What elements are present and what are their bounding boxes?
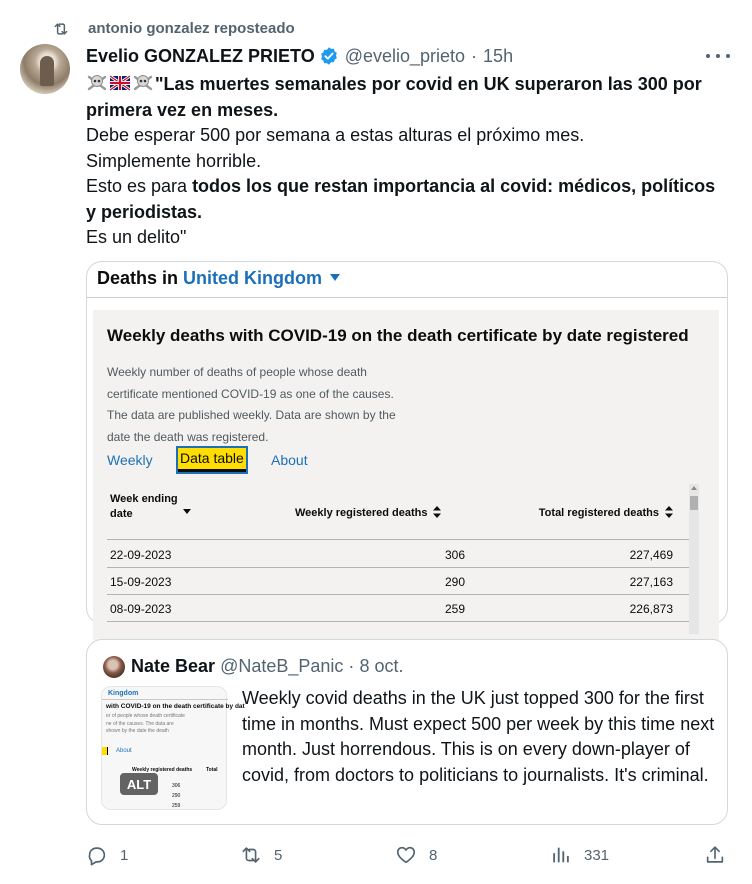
caret-down-icon <box>330 274 340 281</box>
text-line-2: Debe esperar 500 por semana a estas alturas el próximo mes. <box>86 125 585 145</box>
thumb-val: 290 <box>172 793 181 799</box>
share-icon <box>704 844 726 866</box>
verified-badge-icon[interactable] <box>319 46 339 66</box>
thumb-description: er of people whose death certificate ne of the causes. The data are shown by the date the death <box>106 713 185 734</box>
column-header-weekly-label: Weekly registered deaths <box>295 507 428 519</box>
heart-icon <box>395 844 417 866</box>
thumb-val: 306 <box>172 783 181 789</box>
skull-crossbones-icon <box>132 73 154 93</box>
cell-date: 22-09-2023 <box>110 548 172 562</box>
tweet-time[interactable]: 15h <box>483 45 514 66</box>
cell-total: 227,469 <box>629 548 673 562</box>
scroll-up-icon <box>691 486 697 490</box>
cell-weekly: 259 <box>444 602 465 616</box>
cell-date: 15-09-2023 <box>110 575 172 589</box>
reply-button[interactable] <box>86 842 128 868</box>
quoted-tweet[interactable] <box>86 639 728 825</box>
cell-weekly: 306 <box>444 548 465 562</box>
cell-date: 08-09-2023 <box>110 602 172 616</box>
media-image[interactable] <box>86 261 728 624</box>
quote-header <box>131 656 403 677</box>
thumb-col-weekly: Weekly registered deaths <box>132 767 193 773</box>
quote-handle: @NateB_Panic <box>220 656 344 676</box>
sort-icon <box>665 506 673 518</box>
thumb-col-total: Total <box>206 767 218 773</box>
sort-down-icon <box>183 506 191 518</box>
alt-badge[interactable]: ALT <box>120 773 158 795</box>
views-icon <box>550 844 572 866</box>
thumb-val: 259 <box>172 803 181 809</box>
table-row <box>107 568 689 595</box>
quote-thumbnail <box>101 686 245 810</box>
text-bold-1: "Las muertes semanales por covid en UK superaron las 300 por primera vez en meses. <box>86 74 702 120</box>
cell-total: 226,873 <box>629 602 673 616</box>
column-header-total <box>539 506 673 519</box>
uk-flag-icon <box>109 73 131 93</box>
chart-heading: Weekly deaths with COVID-19 on the death certificate by date registered <box>107 326 689 345</box>
like-button[interactable] <box>395 842 437 868</box>
text-line-4-prefix: Esto es para <box>86 176 193 196</box>
tab-about: About <box>271 452 308 468</box>
deaths-in-label: Deaths in <box>97 268 179 288</box>
text-line-4-bold: todos los que restan importancia al covid: médicos, políticos y periodistas. <box>86 176 716 222</box>
separator-dot: · <box>348 656 355 676</box>
tweet-header <box>86 44 513 68</box>
dashboard-header <box>87 262 727 298</box>
thumb-tab-highlight <box>102 747 108 755</box>
share-button[interactable] <box>704 842 726 868</box>
quote-avatar <box>103 656 125 678</box>
table-row <box>107 541 689 568</box>
repost-count: 5 <box>274 846 283 864</box>
quote-date: 8 oct. <box>359 656 404 676</box>
quote-author-name: Nate Bear <box>131 656 216 676</box>
text-line-3: Simplemente horrible. <box>86 150 262 171</box>
country-selector: United Kingdom <box>183 268 323 288</box>
separator-dot: · <box>471 45 478 66</box>
tab-data-table: Data table <box>178 448 246 472</box>
column-header-total-label: Total registered deaths <box>538 507 659 519</box>
views-count: 331 <box>584 846 610 864</box>
cell-weekly: 290 <box>444 575 465 589</box>
cell-total: 227,163 <box>629 575 673 589</box>
text-line-5: Es un delito" <box>86 227 187 247</box>
more-options-icon[interactable] <box>706 46 730 66</box>
scrollbar-thumb <box>690 496 698 510</box>
reply-icon <box>86 844 108 866</box>
table-row <box>107 595 689 622</box>
author-name[interactable]: Evelio GONZALEZ PRIETO <box>86 45 315 66</box>
chart-description: Weekly number of deaths of people whose death certificate mentioned COVID-19 as one of the causes. The data are published weekly. Data are shown by the date the death was registered. <box>107 365 396 444</box>
column-header-week: Week ending date <box>110 493 178 520</box>
tab-weekly: Weekly <box>107 452 153 468</box>
quote-text: Weekly covid deaths in the UK just topped 300 for the first time in months. Must expect 500 per week by this time next month. Just horrendous. This is on every down-player of covid, from doctors to politicians to journalists. It's criminal. <box>242 688 715 785</box>
dashboard-panel <box>93 310 719 640</box>
like-count: 8 <box>429 846 438 864</box>
table-header <box>107 488 689 540</box>
reply-count: 1 <box>120 846 129 864</box>
avatar[interactable] <box>20 44 70 94</box>
repost-icon <box>240 844 262 866</box>
repost-indicator <box>52 18 295 40</box>
author-handle[interactable]: @evelio_prieto <box>344 45 466 66</box>
thumb-heading: with COVID-19 on the death certificate by dat <box>106 703 245 710</box>
tweet-text <box>86 72 716 251</box>
column-header-weekly <box>295 506 441 519</box>
repost-button[interactable] <box>240 842 282 868</box>
action-bar <box>86 842 732 868</box>
skull-crossbones-icon <box>86 73 108 93</box>
dashboard-title <box>97 268 340 289</box>
repost-text[interactable]: antonio gonzalez reposteado <box>88 20 295 37</box>
thumb-kingdom: Kingdom <box>108 690 139 697</box>
views-button[interactable] <box>550 842 609 868</box>
sort-icon <box>433 506 441 518</box>
table-scrollbar <box>689 484 699 634</box>
repost-icon <box>52 20 70 38</box>
thumb-about: About <box>116 748 132 754</box>
